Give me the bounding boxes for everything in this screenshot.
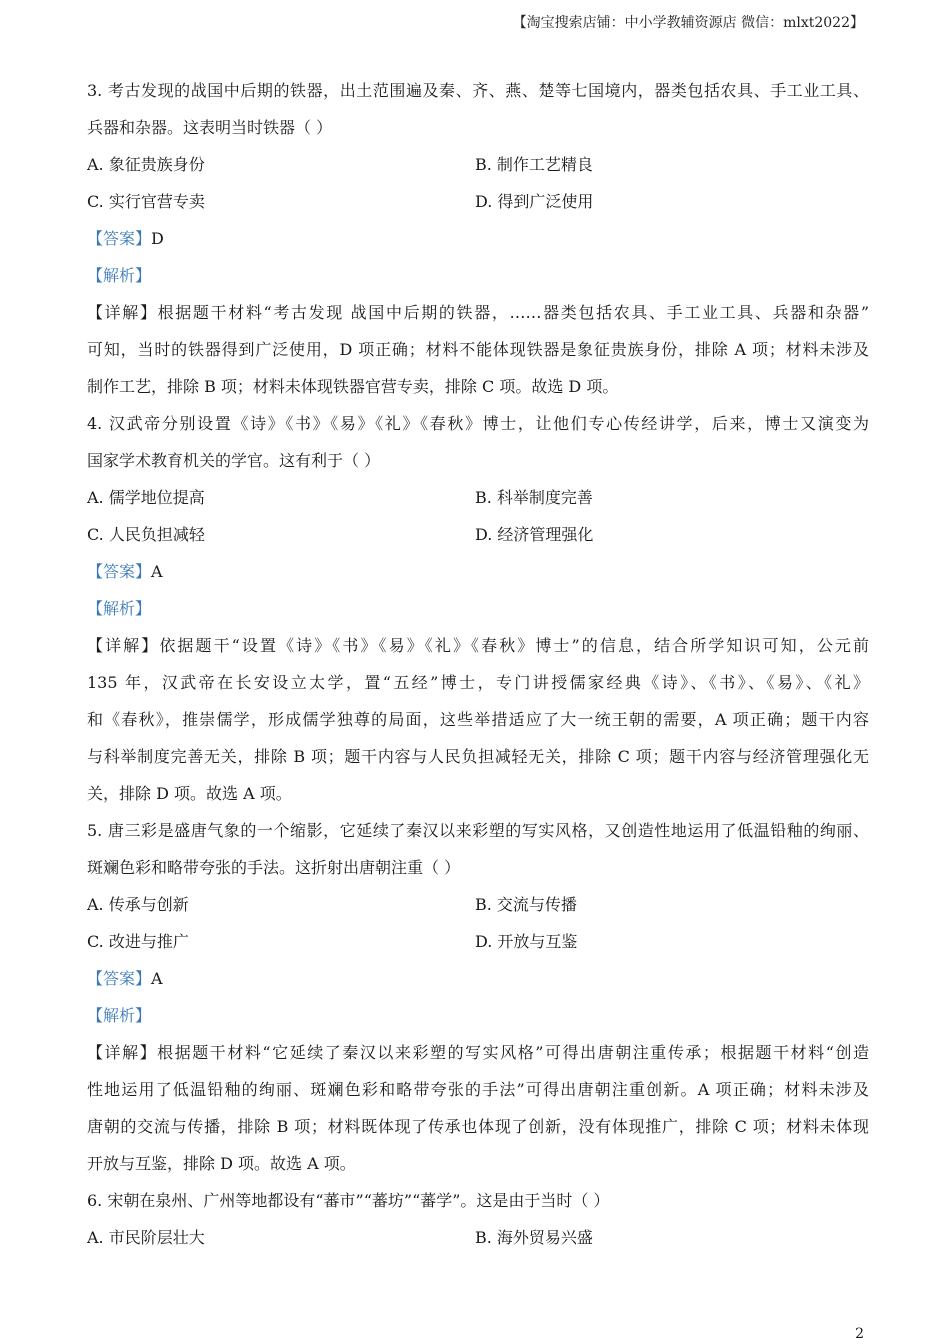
question-3-stem-line-2: 兵器和杂器。这表明当时铁器（ ） <box>87 118 333 137</box>
question-4-detail-line-4: 与科举制度完善无关，排除 B 项；题干内容与人民负担减轻无关，排除 C 项；题干内容与经济管理强化无 <box>87 747 869 766</box>
question-5-stem-line-2: 斑斓色彩和略带夸张的手法。这折射出唐朝注重（ ） <box>87 858 461 877</box>
question-4-analysis-tag: 【解析】 <box>87 599 152 618</box>
question-5-answer <box>87 964 869 1001</box>
question-4-detail-line-5: 关，排除 D 项。故选 A 项。 <box>87 784 292 803</box>
option-a: A. 传承与创新 <box>87 895 189 914</box>
question-4-options-row-2 <box>87 520 869 557</box>
question-3-detail-line-1: 【详解】根据题干材料“考古发现 战国中后期的铁器，……器类包括农具、手工业工具、兵器和杂器” <box>87 303 869 322</box>
answer-tag: 【答案】 <box>87 562 152 581</box>
question-5-detail-line-3: 唐朝的交流与传播，排除 B 项；材料既体现了传承也体现了创新，没有体现推广，排除 C 项；材料未体现 <box>87 1117 869 1136</box>
option-d: D. 得到广泛使用 <box>475 192 594 211</box>
option-b: B. 海外贸易兴盛 <box>475 1228 593 1247</box>
question-4-options-row-1 <box>87 483 869 520</box>
answer-tag: 【答案】 <box>87 229 152 248</box>
question-4-stem-line-2: 国家学术教育机关的学官。这有利于（ ） <box>87 451 381 470</box>
page-header: 【淘宝搜索店铺：中小学教辅资源店 微信：mlxt2022】 <box>512 15 864 31</box>
question-5-detail-line-2: 性地运用了低温铅釉的绚丽、斑斓色彩和略带夸张的手法”可得出唐朝注重创新。A 项正确；材料未涉及 <box>87 1080 869 1099</box>
question-4-detail-line-1: 【详解】依据题干“设置《诗》《书》《易》《礼》《春秋》博士”的信息，结合所学知识可知，公元前 <box>87 636 869 655</box>
option-d: D. 开放与互鉴 <box>475 932 578 951</box>
option-c: C. 实行官营专卖 <box>87 192 205 211</box>
option-b: B. 交流与传播 <box>475 895 577 914</box>
page-number: 2 <box>855 1326 864 1342</box>
option-b: B. 制作工艺精良 <box>475 155 593 174</box>
question-3-answer <box>87 224 869 261</box>
question-5-stem-line-1: 5. 唐三彩是盛唐气象的一个缩影，它延续了秦汉以来彩塑的写实风格，又创造性地运用了低温铅釉的绚丽、 <box>87 821 869 840</box>
question-3-analysis-tag: 【解析】 <box>87 266 152 285</box>
question-5-detail-line-4: 开放与互鉴，排除 D 项。故选 A 项。 <box>87 1154 356 1173</box>
question-3-detail-line-2: 可知，当时的铁器得到广泛使用，D 项正确；材料不能体现铁器是象征贵族身份，排除 A 项；材料未涉及 <box>87 340 869 359</box>
question-5-options-row-1 <box>87 890 869 927</box>
option-b: B. 科举制度完善 <box>475 488 593 507</box>
question-3-options-row-2 <box>87 187 869 224</box>
question-4-answer <box>87 557 869 594</box>
option-d: D. 经济管理强化 <box>475 525 594 544</box>
question-6-options-row-1 <box>87 1223 869 1260</box>
answer-value: A <box>151 969 163 988</box>
question-4-detail-line-2: 135 年，汉武帝在长安设立太学，置“五经”博士，专门讲授儒家经典《诗》、《书》、《易》、《礼》 <box>87 673 869 692</box>
question-5-detail-line-1: 【详解】根据题干材料“它延续了秦汉以来彩塑的写实风格”可得出唐朝注重传承；根据题干材料“创造 <box>87 1043 869 1062</box>
question-3-stem-line-1: 3. 考古发现的战国中后期的铁器，出土范围遍及秦、齐、燕、楚等七国境内，器类包括农具、手工业工具、 <box>87 81 869 100</box>
option-a: A. 儒学地位提高 <box>87 488 205 507</box>
answer-value: A <box>151 562 163 581</box>
question-6-stem-line-1: 6. 宋朝在泉州、广州等地都设有“蕃市”“蕃坊”“蕃学”。这是由于当时（ ） <box>87 1191 610 1210</box>
question-4-stem-line-1: 4. 汉武帝分别设置《诗》《书》《易》《礼》《春秋》博士，让他们专心传经讲学，后来，博士又演变为 <box>87 414 869 433</box>
question-4-detail-line-3: 和《春秋》，推崇儒学，形成儒学独尊的局面，这些举措适应了大一统王朝的需要，A 项正确；题干内容 <box>87 710 869 729</box>
option-a: A. 市民阶层壮大 <box>87 1228 205 1247</box>
option-c: C. 人民负担减轻 <box>87 525 205 544</box>
document-body <box>87 76 869 1260</box>
answer-tag: 【答案】 <box>87 969 152 988</box>
question-3-detail-line-3: 制作工艺，排除 B 项；材料未体现铁器官营专卖，排除 C 项。故选 D 项。 <box>87 377 619 396</box>
option-c: C. 改进与推广 <box>87 932 189 951</box>
question-5-analysis-tag: 【解析】 <box>87 1006 152 1025</box>
answer-value: D <box>151 229 164 248</box>
option-a: A. 象征贵族身份 <box>87 155 205 174</box>
question-5-options-row-2 <box>87 927 869 964</box>
question-3-options-row-1 <box>87 150 869 187</box>
